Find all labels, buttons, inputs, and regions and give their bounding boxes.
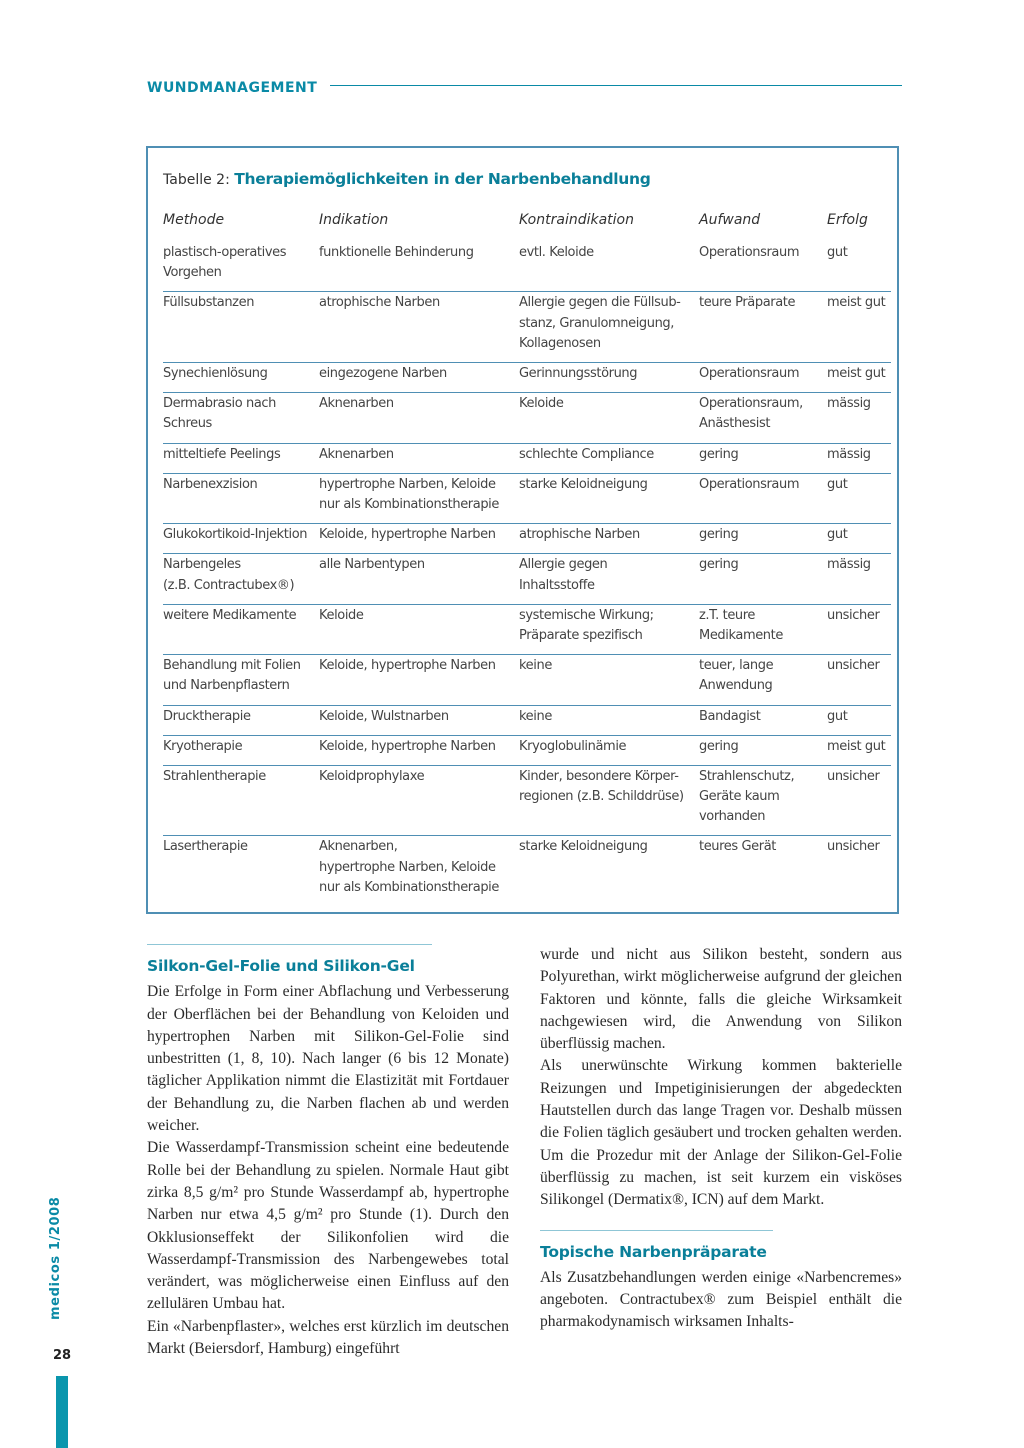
cell-kontraindikation: evtl. Keloide [519,245,594,260]
table-row [163,444,891,474]
table-header-row [163,212,891,234]
table-row [163,655,891,705]
cell-methode: Füllsubstanzen [163,295,255,311]
cell-indikation: Keloidprophylaxe [319,768,425,784]
cell-indikation: hypertrophe Narben, Keloide nur als Kombinationstherapie [319,476,499,512]
table-caption-prefix: Tabelle 2: [163,172,235,188]
cell-indikation: Keloide, Wulstnarben [319,708,449,724]
cell-methode: Behandlung mit Folien und Narbenpflastern [163,658,301,694]
cell-methode: plastisch-operatives Vorgehen [163,245,287,281]
table-row [163,292,891,363]
cell-kontraindikation: keine [519,658,552,674]
article-right-column [540,944,902,1334]
cell-indikation: Keloide [319,607,364,623]
paragraph: Die Erfolge in Form einer Abflachung und Verbesserung der Oberflächen bei der Behandlung von Keloiden und hypertrophen Narben mit Silikon-Gel-Folie sind unbestritten (1, 8, 10). Nach langer (6 bis 12 Monate) täglicher Applikation nimmt die Elastizität mit Fortdauer der Behandlung zu, die Narben flachen ab und werden weicher. [147,983,509,1135]
cell-aufwand: gering [699,446,739,462]
cell-methode: Narbenexzision [163,476,258,492]
cell-indikation: Keloide, hypertrophe Narben [319,738,496,754]
cell-erfolg: unsicher [827,768,880,784]
table-row [163,242,891,292]
column-header-aufwand: Aufwand [699,212,761,228]
section-rule [540,1230,773,1231]
column-header-methode: Methode [163,212,225,228]
cell-kontraindikation: atrophische Narben [519,527,640,543]
journal-label: medicos 1/2008 [48,1196,63,1320]
cell-erfolg: gut [827,476,848,492]
section-heading-silikon: Silkon-Gel-Folie und Silikon-Gel [147,957,415,975]
cell-erfolg: meist gut [827,738,886,754]
table-row [163,736,891,766]
cell-erfolg: mässig [827,557,871,573]
section-heading-topische: Topische Narbenpräparate [540,1242,767,1261]
cell-methode: mitteltiefe Peelings [163,446,281,462]
table-row [163,766,891,837]
cell-erfolg: gut [827,708,848,724]
article-left-column [147,944,509,1360]
table-row [163,605,891,655]
cell-methode: Drucktherapie [163,708,251,724]
cell-indikation: Aknenarben [319,396,394,412]
cell-indikation: atrophische Narben [319,295,440,311]
column-header-erfolg: Erfolg [827,212,868,228]
cell-indikation: Keloide, hypertrophe Narben [319,527,496,543]
cell-methode: Dermabrasio nach Schreus [163,396,276,432]
cell-kontraindikation: Allergie gegen Inhaltsstoffe [519,557,608,593]
column-header-indikation: Indikation [319,212,389,228]
table-row [163,393,891,443]
cell-kontraindikation: starke Keloidneigung [519,476,648,492]
paragraph: wurde und nicht aus Silikon besteht, sondern aus Polyurethan, wirkt möglicherweise aufgrund der gleichen Faktoren und könnte, falls die gleiche Wirksamkeit nachgewiesen wird, die Anwendung von Silikon überflüssig machen. [540,946,902,1053]
cell-erfolg: meist gut [827,365,886,381]
cell-kontraindikation: schlechte Compliance [519,446,654,462]
table-row [163,363,891,393]
cell-aufwand: Operationsraum, Anästhesist [699,396,803,432]
section-rule [147,944,432,945]
cell-aufwand: teure Präparate [699,295,796,311]
cell-aufwand: Strahlenschutz, Geräte kaum vorhanden [699,768,795,825]
cell-aufwand: Operationsraum [699,365,800,381]
cell-kontraindikation: Gerinnungsstörung [519,365,638,381]
page-number: 28 [53,1348,72,1363]
cell-indikation: funktionelle Behinderung [319,245,474,260]
cell-aufwand: Operationsraum [699,476,800,492]
cell-erfolg: unsicher [827,607,880,623]
cell-erfolg: gut [827,245,848,260]
paragraph: Ein «Narbenpflaster», welches erst kürzlich im deutschen Markt (Beiersdorf, Hamburg) eingeführt [147,1317,509,1358]
cell-kontraindikation: Kryoglobulinämie [519,738,627,754]
cell-kontraindikation: Keloide [519,396,564,412]
column-header-kontraindikation: Kontraindikation [519,212,634,228]
cell-kontraindikation: Kinder, besondere Körper- regionen (z.B. Schilddrüse) [519,768,684,805]
cell-erfolg: gut [827,527,848,543]
cell-kontraindikation: Allergie gegen die Füllsub- stanz, Granulomneigung, Kollagenosen [519,295,681,351]
cell-aufwand: gering [699,527,739,543]
cell-aufwand: teures Gerät [699,839,776,855]
header-rule [330,85,902,86]
paragraph: Die Wasserdampf-Transmission scheint eine bedeutende Rolle bei der Behandlung zu spielen. Normale Haut gibt zirka 8,5 g/m² pro Stunde Wasserdampf ab, hypertrophe Narben nur etwa 4,5 g/m² pro Stunde (1). Durch den Okklusionseffekt der Silikonfolien wird die Wasserdampf-Transmission des Narbengewebes total verändert, was möglicherweise einen Einfluss auf den zellulären Umbau hat. [147,1139,509,1313]
table-caption-title: Therapiemöglichkeiten in der Narbenbehandlung [234,170,651,188]
table-row [163,706,891,736]
cell-erfolg: unsicher [827,658,880,674]
cell-aufwand: gering [699,738,739,754]
cell-aufwand: Bandagist [699,708,761,724]
cell-kontraindikation: systemische Wirkung; Präparate spezifisch [519,607,654,643]
table-row [163,474,891,524]
side-accent-bar [56,1376,68,1448]
cell-methode: Narbengeles (z.B. Contractubex®) [163,557,295,593]
cell-kontraindikation: keine [519,708,552,724]
cell-indikation: alle Narbentypen [319,557,425,573]
cell-erfolg: mässig [827,446,871,462]
cell-erfolg: meist gut [827,295,886,311]
cell-methode: Glukokortikoid-Injektion [163,527,308,543]
table-caption [163,170,651,188]
cell-aufwand: Operationsraum [699,245,800,260]
table-row [163,554,891,604]
cell-erfolg: mässig [827,396,871,412]
cell-methode: Synechienlösung [163,365,268,381]
cell-methode: Lasertherapie [163,839,248,855]
table-row [163,524,891,554]
cell-methode: Kryotherapie [163,738,243,754]
table-row [163,836,891,907]
cell-methode: Strahlentherapie [163,768,266,784]
cell-aufwand: gering [699,557,739,573]
section-header: WUNDMANAGEMENT [147,80,318,96]
cell-indikation: Aknenarben [319,446,394,462]
cell-indikation: Keloide, hypertrophe Narben [319,658,496,674]
cell-methode: weitere Medikamente [163,607,297,623]
table-body [163,242,891,907]
cell-aufwand: teuer, lange Anwendung [699,658,774,694]
cell-indikation: Aknenarben, hypertrophe Narben, Keloide nur als Kombinationstherapie [319,839,499,895]
cell-aufwand: z.T. teure Medikamente [699,607,783,643]
cell-indikation: eingezogene Narben [319,365,447,381]
paragraph: Als Zusatzbehandlungen werden einige «Narbencremes» angeboten. Contractubex® zum Beispiel enthält die pharmakodynamisch wirksamen Inhalts- [540,1268,902,1331]
therapy-table [146,146,899,914]
cell-erfolg: unsicher [827,839,880,855]
paragraph: Als unerwünschte Wirkung kommen bakterielle Reizungen und Impetiginisierungen der abgedeckten Hautstellen durch das lange Tragen vor. Deshalb müssen die Folien täglich gesäubert und trocken gehalten werden. Um die Prozedur mit der Anlage der Silikon-Gel-Folie überflüssig zu machen, ist seit kurzem ein visköses Silikongel (Dermatix®, ICN) auf dem Markt. [540,1057,902,1209]
cell-kontraindikation: starke Keloidneigung [519,839,648,855]
